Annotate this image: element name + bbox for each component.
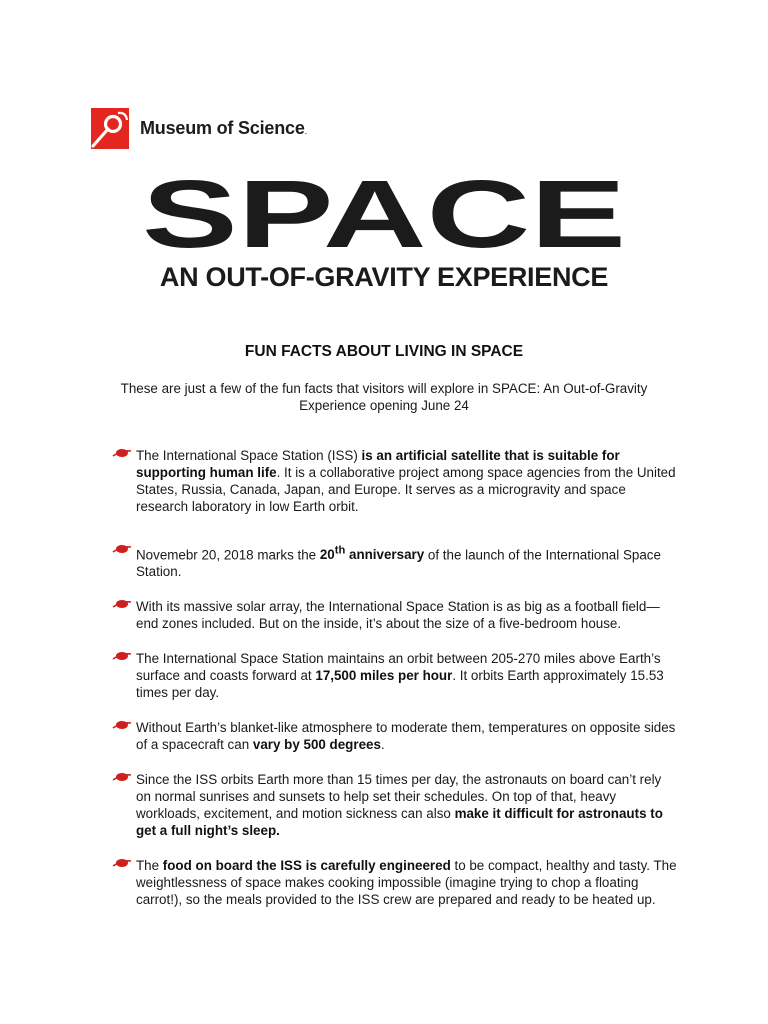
fact-text: Without Earth’s blanket-like atmosphere to moderate them, temperatures on opposite sides of a spacecraft can — [136, 720, 676, 753]
list-item — [112, 719, 677, 753]
planet-bullet-icon — [112, 771, 132, 785]
list-item — [112, 650, 677, 701]
fact-highlight: vary by 500 degrees — [252, 737, 381, 753]
space-subtitle: AN OUT-OF-GRAVITY EXPERIENCE — [159, 262, 609, 292]
fact-highlight-suffix: th — [334, 545, 346, 557]
fact-text: . It is a collaborative project among space agencies from the United States, Russia, Canada, Japan, and Europe. It serves as a microgravity and space research laboratory in low Earth orbit. — [136, 465, 676, 514]
fact-text: Since the ISS orbits Earth more than 15 times per day, the astronauts on board can’t rely on normal sunrises and sunsets to help set their schedules. On top of that, heavy workloads, excitement, and motion sickness can also — [136, 772, 662, 822]
fact-text: . It orbits Earth approximately 15.53 times per day. — [136, 668, 664, 701]
planet-bullet-icon — [112, 719, 132, 733]
fact-highlight: is an artificial satellite that is suitable for supporting human life — [136, 448, 620, 480]
fact-highlight — [320, 547, 424, 562]
museum-name-text: Museum of Science — [140, 118, 305, 138]
spacer — [112, 839, 677, 857]
planet-bullet-icon — [112, 447, 132, 461]
fact-text: With its massive solar array, the International Space Station is as big as a football field—end zones included. But on the inside, it’s about the size of a five-bedroom house. — [136, 599, 660, 632]
list-item — [112, 857, 677, 908]
fact-highlight: make it difficult for astronauts to get a full night’s sleep. — [136, 806, 663, 839]
fact-text: The International Space Station maintains an orbit between 205-270 miles above Earth’s surface and coasts forward at — [136, 651, 661, 684]
planet-bullet-icon — [112, 543, 132, 557]
fact-text: . — [380, 737, 385, 753]
museum-name — [140, 118, 307, 139]
intro-paragraph: These are just a few of the fun facts that visitors will explore in SPACE: An Out-of-Gravity Experience opening June 24 — [120, 381, 648, 413]
planet-bullet-icon — [112, 650, 132, 664]
space-wordmark — [140, 175, 628, 253]
space-wordmark-title: SPACE — [142, 175, 626, 253]
museum-logo — [91, 108, 307, 149]
facts-list — [112, 447, 677, 908]
fact-highlight-word: anniversary — [345, 547, 425, 563]
spacer — [112, 580, 677, 598]
fact-text: The — [136, 858, 163, 874]
spacer — [112, 701, 677, 719]
spacer — [112, 753, 677, 771]
museum-logo-mark-icon — [91, 108, 129, 149]
list-item — [112, 543, 677, 580]
fact-text: Novemebr 20, 2018 marks the — [136, 547, 320, 563]
list-item — [112, 771, 677, 839]
fact-text: The International Space Station (ISS) — [136, 448, 362, 463]
planet-bullet-icon — [112, 857, 132, 871]
fact-text: of the launch of the International Space Station. — [136, 547, 661, 580]
spacer — [112, 515, 677, 543]
spacer — [112, 632, 677, 650]
fact-highlight: 17,500 miles per hour — [315, 668, 453, 684]
planet-bullet-icon — [112, 598, 132, 612]
museum-name-mark: . — [304, 126, 307, 136]
fact-highlight-number: 20 — [319, 547, 335, 563]
list-item — [112, 598, 677, 632]
fact-text: to be compact, healthy and tasty. The weightlessness of space makes cooking impossible (imagine trying to chop a floating carrot!), so the meals provided to the ISS crew are prepared and ready to be heated up. — [136, 858, 677, 908]
page-title: FUN FACTS ABOUT LIVING IN SPACE — [244, 343, 524, 360]
list-item — [112, 447, 677, 515]
fact-highlight: food on board the ISS is carefully engineered — [162, 858, 451, 874]
